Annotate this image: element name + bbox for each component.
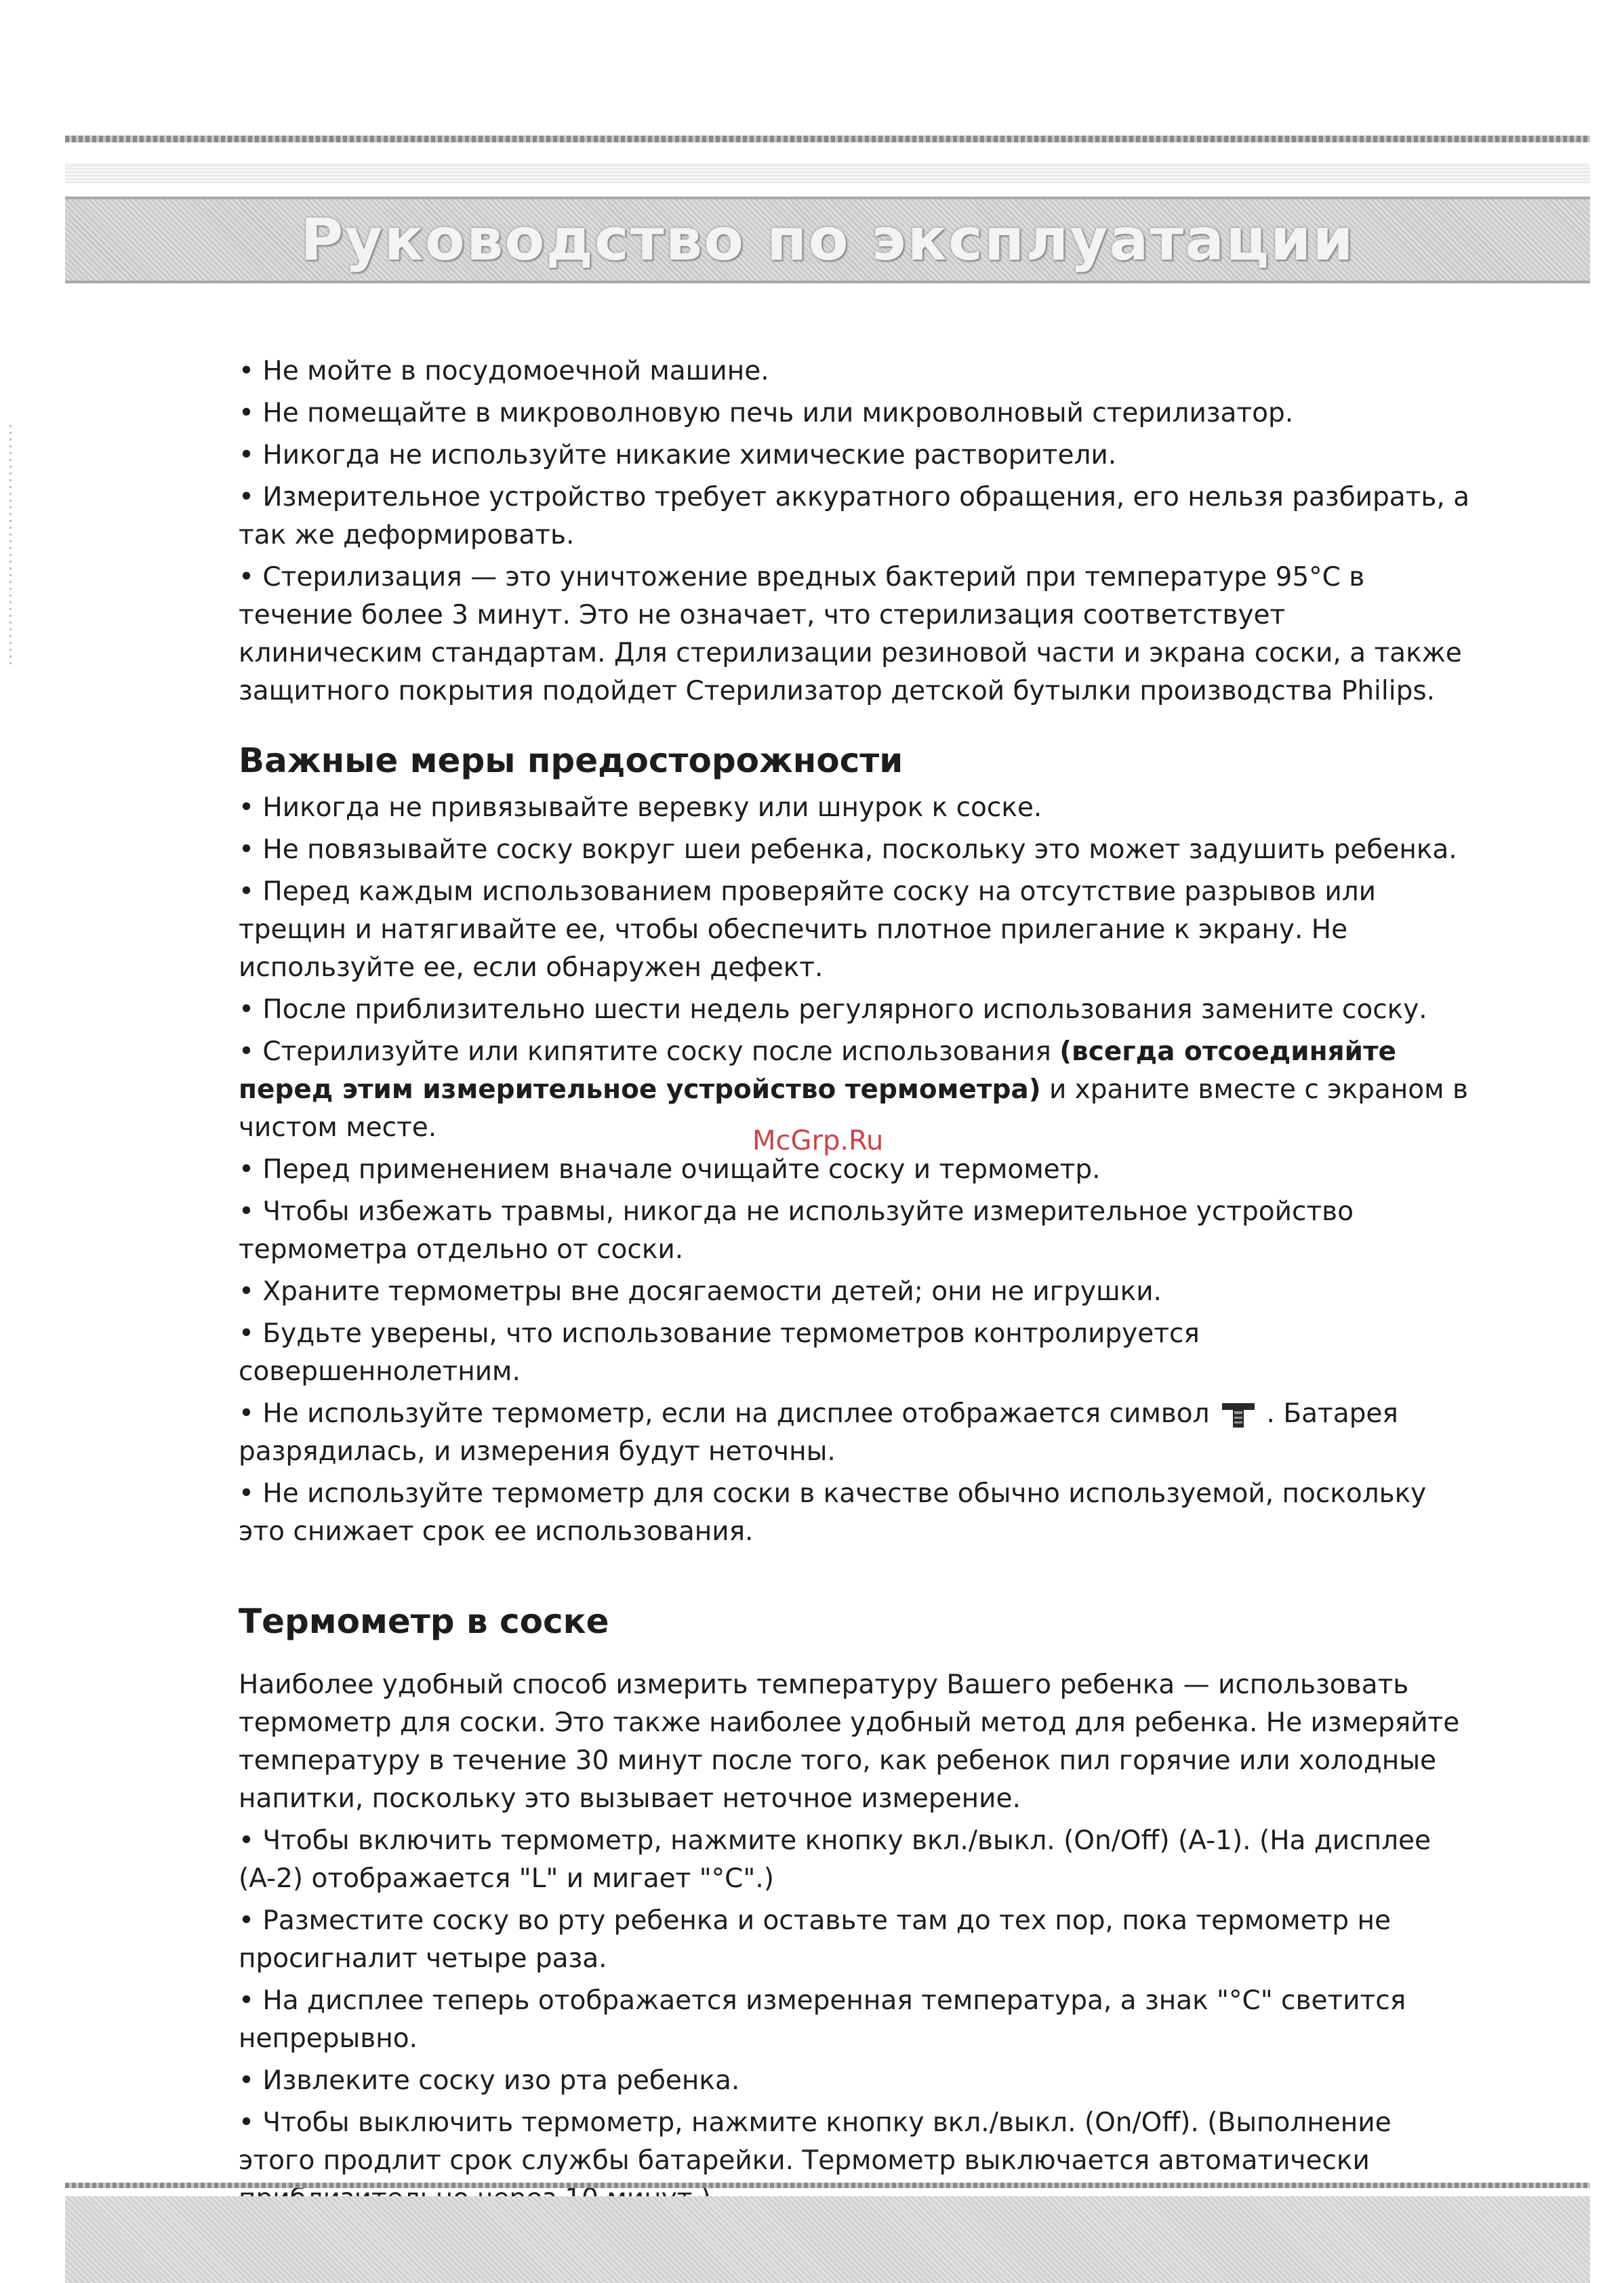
sterilize-suffix: и храните вместе с экраном в чистом месте.: [239, 1074, 1468, 1143]
sterilize-prefix: • Стерилизуйте или кипятите соску после использования: [239, 1036, 1060, 1067]
thermometer-section: [239, 1598, 1472, 2218]
list-item: • Не повязывайте соску вокруг шеи ребенка, поскольку это может задушить ребенка.: [239, 834, 1457, 865]
list-item: • Перед применением вначале очищайте соску и термометр.: [239, 1154, 1101, 1185]
list-item: • Чтобы включить термометр, нажмите кнопку вкл./выкл. (On/Off) (A-1). (На дисплее (A-2) отображается "L" и мигает "°C".): [239, 1825, 1431, 1894]
battery-low-icon: [1219, 1400, 1257, 1430]
list-item: • Будьте уверены, что использование термометров контролируется совершеннолетним.: [239, 1318, 1200, 1387]
section-title-precautions: Важные меры предосторожности: [239, 741, 904, 780]
list-item: • Никогда не привязывайте веревку или шнурок к соске.: [239, 792, 1042, 823]
watermark: McGrp.Ru: [752, 1125, 884, 1156]
list-item: [239, 1395, 1472, 1471]
intro-list: [239, 352, 1472, 710]
list-item: • Не мойте в посудомоечной машине.: [239, 356, 769, 386]
list-item: • Чтобы выключить термометр, нажмите кнопку вкл./выкл. (On/Off). (Выполнение этого продлит срок службы батарейки. Термометр выключается автоматически: [239, 2107, 1392, 2176]
battery-text-suffix: . Батарея разрядилась, и измерения будут неточны.: [239, 1398, 1398, 1467]
sterilize-bold: (всегда отсоединяйте перед этим измерительное устройство термометра): [239, 1036, 1396, 1105]
section-title-thermometer: Термометр в соске: [239, 1602, 609, 1641]
list-item: • Не помещайте в микроволновую печь или микроволновый стерилизатор.: [239, 398, 1294, 428]
document-body: [239, 352, 1472, 2222]
battery-text-prefix: • Не используйте термометр, если на дисплее отображается символ: [239, 1398, 1210, 1429]
list-item: • После приблизительно шести недель регулярного использования замените соску.: [239, 994, 1427, 1025]
list-item: • Разместите соску во рту ребенка и оставьте там до тех пор, пока термометр не просигналит четыре раза.: [239, 1905, 1391, 1974]
list-item: • Не используйте термометр для соски в качестве обычно используемой, поскольку это снижает срок ее использования.: [239, 1478, 1427, 1547]
list-item: • Никогда не используйте никакие химические растворители.: [239, 440, 1117, 470]
list-item: • Измерительное устройство требует аккуратного обращения, его нельзя разбирать, а так же деформировать.: [239, 482, 1470, 550]
thermometer-intro: Наиболее удобный способ измерить температуру Вашего ребенка — использовать термометр для соски. Это также наиболее удобный метод для ребенка. Не измеряйте температуру в течение 30 минут после того, как ребенок пил горячие или холодные напитки, поскольку это вызывает неточное измерение.: [239, 1670, 1460, 1814]
header-top-rule: [65, 136, 1590, 142]
list-item: • На дисплее теперь отображается измеренная температура, а знак "°C" светится непрерывно.: [239, 1985, 1406, 2054]
list-item: • Перед каждым использованием проверяйте соску на отсутствие разрывов или трещин и натягивайте ее, чтобы обеспечить плотное прилегание к экрану. Не используйте ее, если обнаружен дефект.: [239, 876, 1377, 983]
footer-band: [65, 2196, 1590, 2283]
list-item: • Чтобы избежать травмы, никогда не используйте измерительное устройство термометра отдельно от соски.: [239, 1196, 1354, 1265]
footer-rule: [65, 2183, 1590, 2188]
list-item: • Извлеките соску изо рта ребенка.: [239, 2065, 740, 2096]
page-title: Руководство по эксплуатации: [300, 206, 1355, 274]
scan-artifact: [9, 420, 12, 664]
list-item: • Храните термометры вне досягаемости детей; они не игрушки.: [239, 1276, 1162, 1307]
header-stripe: [65, 163, 1590, 183]
list-item: • Стерилизация — это уничтожение вредных бактерий при температуре 95°C в течение более 3 минут. Это не означает, что стерилизация соответствует клиническим стандартам. Для стерилизации резиновой части и экрана соски, а также защитного покрытия подойдет Стерилизатор детской бутылки производства Philips.: [239, 562, 1462, 706]
